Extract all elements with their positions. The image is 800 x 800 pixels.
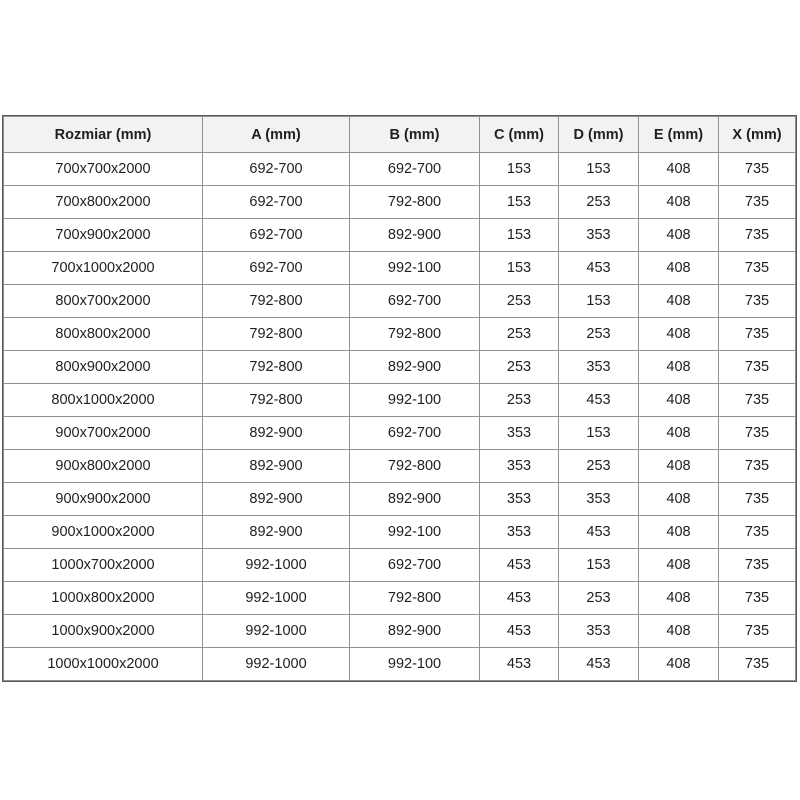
table-cell: 408 xyxy=(639,219,719,252)
table-cell: 800x800x2000 xyxy=(4,318,203,351)
table-cell: 353 xyxy=(559,615,639,648)
table-cell: 692-700 xyxy=(203,252,350,285)
table-cell: 408 xyxy=(639,615,719,648)
table-cell: 792-800 xyxy=(203,318,350,351)
table-cell: 408 xyxy=(639,648,719,681)
table-row xyxy=(4,351,796,384)
table-cell: 792-800 xyxy=(350,450,480,483)
table-cell: 892-900 xyxy=(350,615,480,648)
table-cell: 892-900 xyxy=(203,417,350,450)
column-header-c: C (mm) xyxy=(480,117,559,153)
table-cell: 153 xyxy=(559,285,639,318)
table-cell: 408 xyxy=(639,384,719,417)
table-row xyxy=(4,582,796,615)
table-cell: 408 xyxy=(639,252,719,285)
table-cell: 253 xyxy=(480,318,559,351)
table-row xyxy=(4,219,796,252)
table-row xyxy=(4,252,796,285)
table-cell: 408 xyxy=(639,450,719,483)
table-cell: 700x1000x2000 xyxy=(4,252,203,285)
table-row xyxy=(4,483,796,516)
table-cell: 700x800x2000 xyxy=(4,186,203,219)
table-cell: 253 xyxy=(480,384,559,417)
table-cell: 735 xyxy=(719,153,796,186)
table-cell: 353 xyxy=(559,351,639,384)
table-cell: 792-800 xyxy=(350,318,480,351)
table-cell: 1000x700x2000 xyxy=(4,549,203,582)
table-cell: 253 xyxy=(559,582,639,615)
table-cell: 892-900 xyxy=(203,483,350,516)
table-row xyxy=(4,285,796,318)
table-cell: 253 xyxy=(480,285,559,318)
table-cell: 735 xyxy=(719,483,796,516)
table-cell: 700x700x2000 xyxy=(4,153,203,186)
table-cell: 453 xyxy=(559,516,639,549)
table-cell: 1000x900x2000 xyxy=(4,615,203,648)
table-cell: 153 xyxy=(480,252,559,285)
table-cell: 153 xyxy=(559,153,639,186)
table-cell: 900x1000x2000 xyxy=(4,516,203,549)
table-cell: 892-900 xyxy=(350,219,480,252)
table-cell: 892-900 xyxy=(350,351,480,384)
table-cell: 153 xyxy=(559,417,639,450)
table-cell: 792-800 xyxy=(203,285,350,318)
table-cell: 353 xyxy=(559,483,639,516)
table-body xyxy=(4,153,796,681)
table-cell: 353 xyxy=(480,516,559,549)
table-cell: 408 xyxy=(639,351,719,384)
table-row xyxy=(4,417,796,450)
table-cell: 992-100 xyxy=(350,648,480,681)
table-cell: 1000x1000x2000 xyxy=(4,648,203,681)
size-table-container xyxy=(2,115,797,682)
table-cell: 800x700x2000 xyxy=(4,285,203,318)
table-cell: 992-1000 xyxy=(203,615,350,648)
table-cell: 735 xyxy=(719,648,796,681)
table-cell: 892-900 xyxy=(350,483,480,516)
table-cell: 253 xyxy=(480,351,559,384)
table-cell: 408 xyxy=(639,318,719,351)
table-cell: 892-900 xyxy=(203,516,350,549)
table-cell: 353 xyxy=(480,417,559,450)
table-cell: 153 xyxy=(480,153,559,186)
table-cell: 408 xyxy=(639,582,719,615)
table-cell: 735 xyxy=(719,252,796,285)
table-row xyxy=(4,549,796,582)
table-cell: 992-1000 xyxy=(203,648,350,681)
table-cell: 408 xyxy=(639,153,719,186)
table-cell: 408 xyxy=(639,516,719,549)
table-cell: 1000x800x2000 xyxy=(4,582,203,615)
table-cell: 153 xyxy=(480,186,559,219)
table-cell: 692-700 xyxy=(350,549,480,582)
table-cell: 453 xyxy=(559,384,639,417)
table-cell: 735 xyxy=(719,450,796,483)
table-row xyxy=(4,153,796,186)
table-cell: 153 xyxy=(480,219,559,252)
table-cell: 453 xyxy=(559,252,639,285)
table-header-row xyxy=(4,117,796,153)
table-cell: 892-900 xyxy=(203,450,350,483)
table-cell: 735 xyxy=(719,417,796,450)
table-cell: 253 xyxy=(559,450,639,483)
table-cell: 792-800 xyxy=(203,384,350,417)
table-cell: 453 xyxy=(480,582,559,615)
table-row xyxy=(4,318,796,351)
table-cell: 800x1000x2000 xyxy=(4,384,203,417)
table-row xyxy=(4,648,796,681)
table-cell: 735 xyxy=(719,219,796,252)
table-cell: 353 xyxy=(480,450,559,483)
column-header-b: B (mm) xyxy=(350,117,480,153)
table-cell: 408 xyxy=(639,186,719,219)
table-cell: 692-700 xyxy=(203,219,350,252)
column-header-d: D (mm) xyxy=(559,117,639,153)
table-row xyxy=(4,384,796,417)
table-cell: 992-100 xyxy=(350,384,480,417)
table-cell: 735 xyxy=(719,351,796,384)
table-cell: 353 xyxy=(480,483,559,516)
table-cell: 992-1000 xyxy=(203,582,350,615)
column-header-e: E (mm) xyxy=(639,117,719,153)
table-cell: 692-700 xyxy=(350,285,480,318)
table-cell: 735 xyxy=(719,516,796,549)
table-cell: 792-800 xyxy=(350,582,480,615)
table-cell: 253 xyxy=(559,186,639,219)
column-header-a: A (mm) xyxy=(203,117,350,153)
table-cell: 900x900x2000 xyxy=(4,483,203,516)
table-row xyxy=(4,186,796,219)
table-cell: 735 xyxy=(719,318,796,351)
table-cell: 735 xyxy=(719,186,796,219)
table-cell: 353 xyxy=(559,219,639,252)
table-cell: 900x700x2000 xyxy=(4,417,203,450)
table-cell: 735 xyxy=(719,285,796,318)
table-cell: 692-700 xyxy=(203,186,350,219)
table-cell: 253 xyxy=(559,318,639,351)
table-cell: 453 xyxy=(480,615,559,648)
table-cell: 792-800 xyxy=(350,186,480,219)
table-cell: 800x900x2000 xyxy=(4,351,203,384)
table-cell: 735 xyxy=(719,582,796,615)
table-cell: 692-700 xyxy=(203,153,350,186)
table-cell: 692-700 xyxy=(350,417,480,450)
table-cell: 153 xyxy=(559,549,639,582)
column-header-x: X (mm) xyxy=(719,117,796,153)
size-table xyxy=(3,116,796,681)
table-cell: 735 xyxy=(719,615,796,648)
table-cell: 408 xyxy=(639,483,719,516)
table-cell: 453 xyxy=(480,549,559,582)
table-cell: 792-800 xyxy=(203,351,350,384)
table-cell: 992-1000 xyxy=(203,549,350,582)
table-row xyxy=(4,516,796,549)
table-cell: 692-700 xyxy=(350,153,480,186)
column-header-rozmiar: Rozmiar (mm) xyxy=(4,117,203,153)
table-cell: 900x800x2000 xyxy=(4,450,203,483)
table-cell: 992-100 xyxy=(350,252,480,285)
table-cell: 735 xyxy=(719,384,796,417)
table-row xyxy=(4,615,796,648)
table-row xyxy=(4,450,796,483)
table-cell: 992-100 xyxy=(350,516,480,549)
table-cell: 408 xyxy=(639,285,719,318)
table-cell: 408 xyxy=(639,549,719,582)
table-cell: 453 xyxy=(559,648,639,681)
table-cell: 700x900x2000 xyxy=(4,219,203,252)
table-cell: 735 xyxy=(719,549,796,582)
table-cell: 408 xyxy=(639,417,719,450)
table-cell: 453 xyxy=(480,648,559,681)
